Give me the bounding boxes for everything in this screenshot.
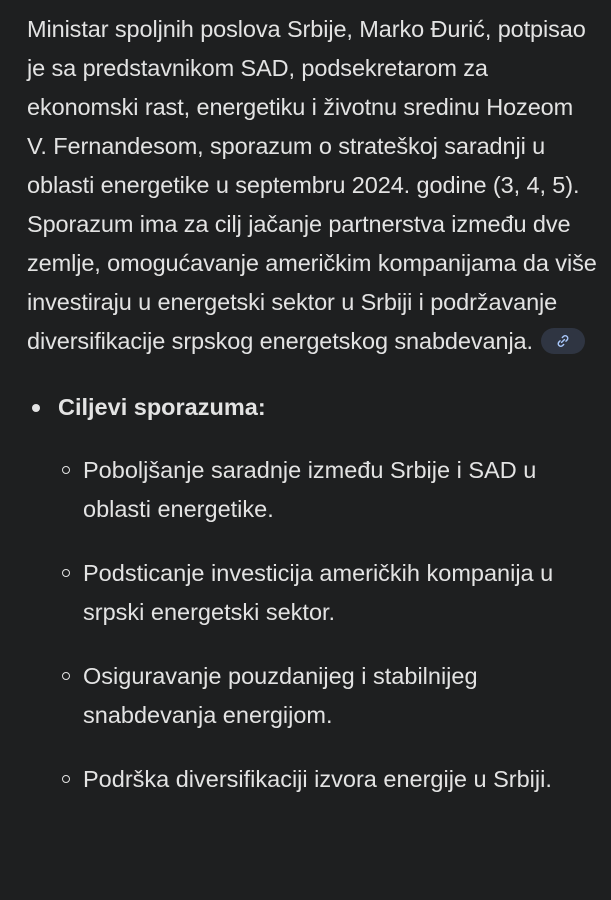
bullet-heading: Ciljevi sporazuma: [58, 394, 266, 420]
sub-item-text: Poboljšanje saradnje između Srbije i SAD u oblasti energetike. [83, 457, 537, 522]
response-paragraph [27, 10, 599, 361]
sub-list-item [58, 760, 583, 799]
hollow-circle-bullet-icon [62, 569, 70, 577]
sub-item-text: Podrška diversifikaciji izvora energije u Srbiji. [83, 766, 552, 792]
link-icon [555, 333, 571, 349]
sub-list [58, 451, 611, 799]
sub-list-item [58, 657, 583, 735]
sub-item-text: Podsticanje investicija američkih kompanija u srpski energetski sektor. [83, 560, 554, 625]
sub-item-text: Osiguravanje pouzdanijeg i stabilnijeg snabdevanja energijom. [83, 663, 478, 728]
source-link-chip[interactable] [541, 328, 585, 354]
bullet-dot-icon [32, 404, 40, 412]
bullet-list [27, 387, 611, 799]
bullet-item-goals [27, 387, 611, 799]
sub-list-item [58, 554, 583, 632]
hollow-circle-bullet-icon [62, 672, 70, 680]
hollow-circle-bullet-icon [62, 775, 70, 783]
paragraph-text: Ministar spoljnih poslova Srbije, Marko Đurić, potpisao je sa predstavnikom SAD, podsekretarom za ekonomski rast, energetiku i životnu sredinu Hozeom V. Fernandesom, sporazum o strateškoj saradnji u oblasti energetike u septembru 2024. godine (3, 4, 5). Sporazum ima za cilj jačanje partnerstva između dve zemlje, omogućavanje američkim kompanijama da više investiraju u energetski sektor u Srbiji i podržavanje diversifikacije srpskog energetskog snabdevanja. [27, 16, 597, 354]
hollow-circle-bullet-icon [62, 466, 70, 474]
sub-list-item [58, 451, 583, 529]
